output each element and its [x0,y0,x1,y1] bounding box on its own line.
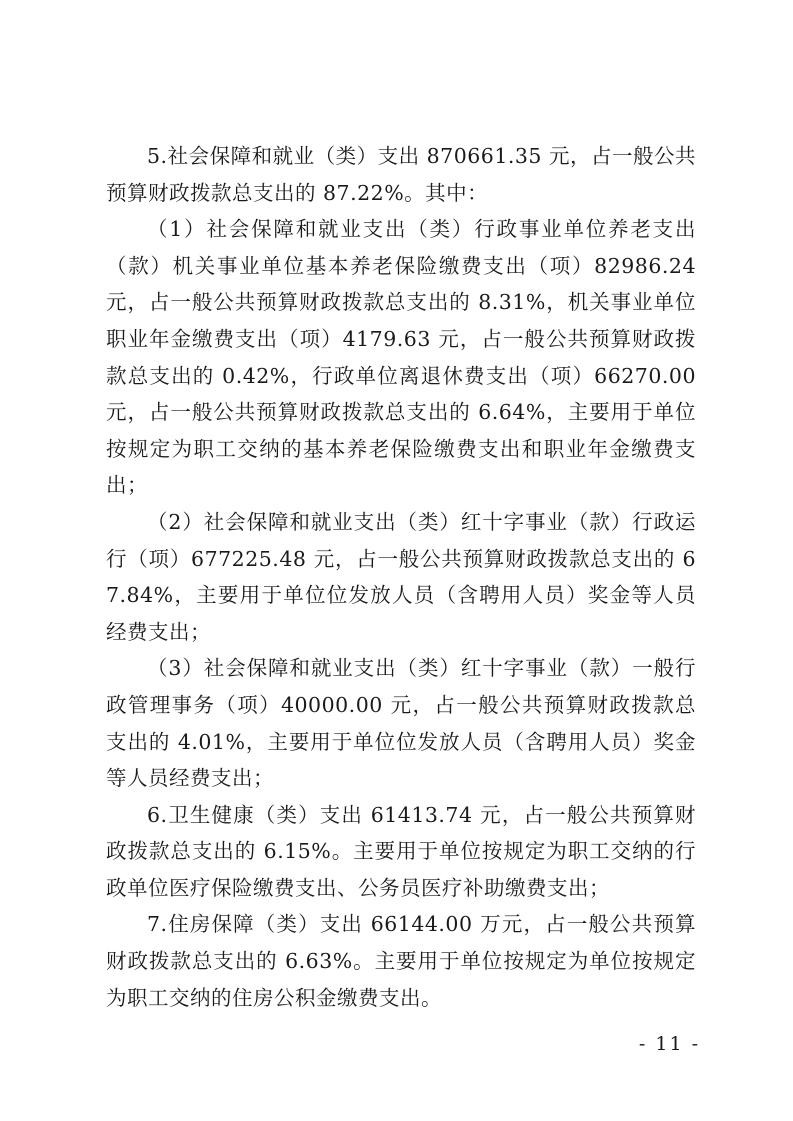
paragraph-red-cross-management: （3）社会保障和就业支出（类）红十字事业（款）一般行政管理事务（项）40000.00 元，占一般公共预算财政拨款总支出的 4.01%，主要用于单位位发放人员（含聘用人员）奖金等人员经费支出； [106,656,696,791]
paragraph-social-security-summary: 5.社会保障和就业（类）支出 870661.35 元，占一般公共预算财政拨款总支出的 87.22%。其中： [106,144,696,205]
paragraph-red-cross-operation: （2）社会保障和就业支出（类）红十字事业（款）行政运行（项）677225.48 元，占一般公共预算财政拨款总支出的 67.84%，主要用于单位位发放人员（含聘用人员）奖金等人员经费支出； [106,509,696,644]
paragraph-housing-expenditure: 7.住房保障（类）支出 66144.00 万元，占一般公共预算财政拨款总支出的 6.63%。主要用于单位按规定为单位按规定为职工交纳的住房公积金缴费支出。 [106,912,696,1010]
paragraph-health-expenditure: 6.卫生健康（类）支出 61413.74 元，占一般公共预算财政拨款总支出的 6.15%。主要用于单位按规定为职工交纳的行政单位医疗保险缴费支出、公务员医疗补助缴费支出； [106,802,696,900]
paragraph-pension-expenditure: （1）社会保障和就业支出（类）行政事业单位养老支出（款）机关事业单位基本养老保险缴费支出（项）82986.24 元，占一般公共预算财政拨款总支出的 8.31%，机关事业单位职业年金缴费支出（项）4179.63 元，占一般公共预算财政拨款总支出的 0.42%，行政单位离退休费支出（项）66270.00 元，占一般公共预算财政拨款总支出的 6.64%，主要用于单位按规定为职工交纳的基本养老保险缴费支出和职业年金缴费支出； [106,217,696,498]
page-number: - 11 - [638,1033,700,1055]
document-body [106,138,696,1016]
